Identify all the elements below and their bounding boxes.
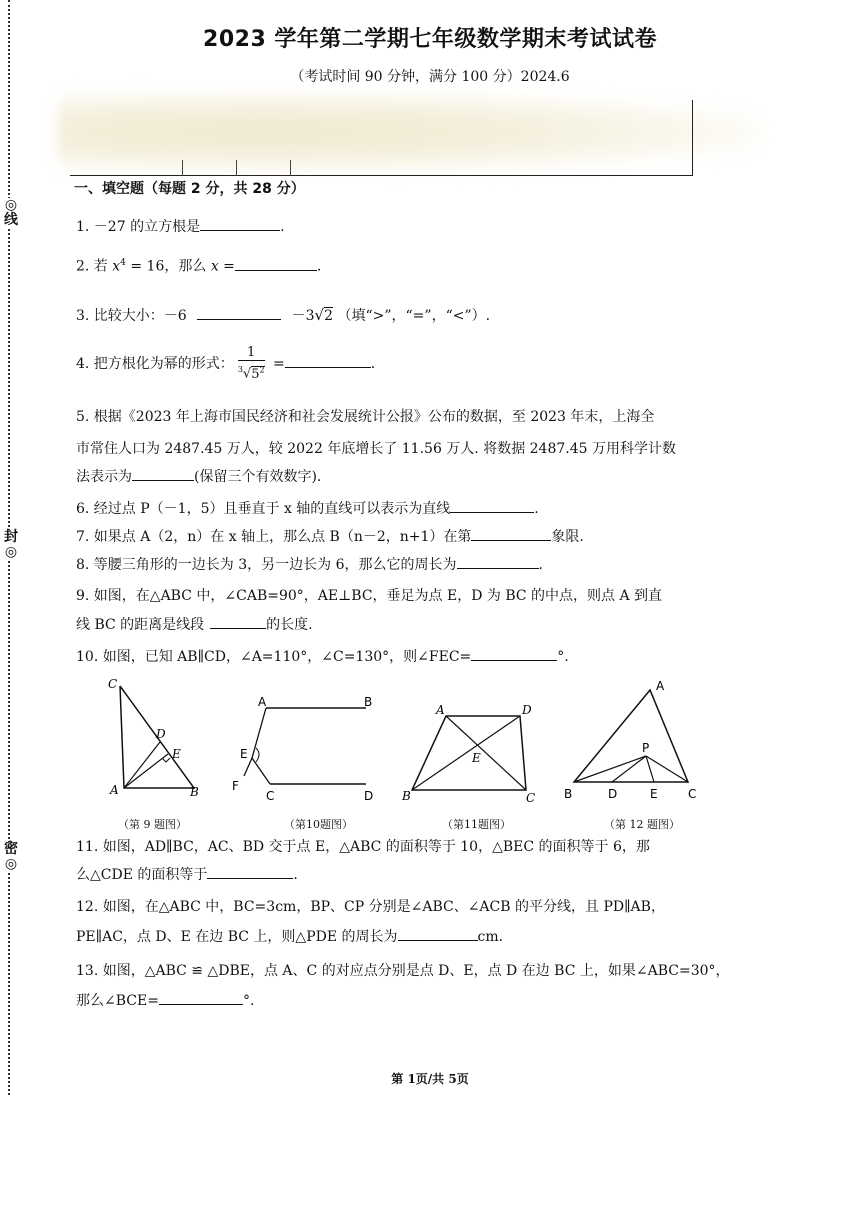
question-6: 6. 经过点 P（－1，5）且垂直于 x 轴的直线可以表示为直线 .	[76, 496, 539, 522]
vertex-label: A	[110, 783, 119, 797]
redacted-info-area	[58, 92, 758, 172]
fraction: $\frac{1}{^3√5^2}$	[237, 345, 265, 382]
vertex-label: F	[232, 779, 239, 793]
vertex-label: D	[364, 789, 374, 803]
answer-blank[interactable]	[285, 353, 371, 368]
question-12-line-1: 12. 如图，在△ABC 中，BC=3cm，BP、CP 分别是∠ABC、∠ACB 的平分线，且 PD∥AB，	[76, 899, 665, 915]
vertex-label: E	[240, 747, 248, 761]
figure-10-caption: （第10题图）	[284, 818, 353, 831]
answer-blank[interactable]	[132, 466, 194, 481]
vertex-label: C	[266, 789, 275, 803]
answer-blank[interactable]	[457, 554, 539, 569]
vertex-label: D	[156, 727, 166, 741]
question-9-line-1: 9. 如图，在△ABC 中，∠CAB=90°，AE⊥BC，垂足为点 E，D 为 BC 的中点，则点 A 到直	[76, 588, 663, 604]
answer-blank[interactable]	[210, 614, 266, 629]
vertex-label: P	[642, 741, 650, 755]
vertex-label: C	[526, 791, 536, 805]
vertex-label: E	[650, 787, 658, 801]
vertex-label: A	[258, 695, 267, 709]
info-box-divider	[290, 160, 291, 176]
info-box-divider	[182, 160, 183, 176]
section-heading: 一、填空题（每题 2 分，共 28 分）	[74, 181, 305, 197]
page-number: 第 1页/共 5页	[391, 1072, 469, 1086]
info-box-divider	[236, 160, 237, 176]
figure-9	[106, 676, 206, 806]
figure-12-caption: （第 12 题图）	[604, 818, 680, 831]
info-box-bottom-line	[70, 175, 692, 176]
figure-12	[560, 676, 710, 806]
question-3: 3. 比较大小：－6 －3√2 （填“>”，“=”，“<”）.	[76, 306, 491, 324]
question-9-line-2: 线 BC 的距离是线段 的长度.	[76, 612, 313, 638]
info-box-border	[692, 100, 693, 176]
margin-label-line: ◎线	[1, 198, 21, 228]
question-1: 1. －27 的立方根是 .	[76, 214, 285, 240]
answer-blank[interactable]	[471, 526, 551, 541]
margin-label-secret: 密◎	[1, 842, 21, 872]
question-8: 8. 等腰三角形的一边长为 3，另一边长为 6，那么它的周长为 .	[76, 552, 543, 578]
answer-blank[interactable]	[235, 256, 317, 271]
vertex-label: B	[564, 787, 573, 801]
vertex-label: E	[472, 751, 481, 765]
vertex-label: B	[190, 785, 199, 799]
question-5-line-3: 法表示为 (保留三个有效数字).	[76, 464, 321, 490]
question-5-line-2: 市常住人口为 2487.45 万人，较 2022 年底增长了 11.56 万人. 将数据 2487.45 万用科学计数	[76, 441, 676, 457]
page-title: 2023 学年第二学期七年级数学期末考试试卷	[203, 27, 657, 52]
question-4: 4. 把方根化为幂的形式： $\frac{1}{^3√5^2}$ = .	[76, 345, 376, 382]
vertex-label: B	[364, 695, 373, 709]
question-2: 2. 若 $x^4 = 16$，那么 x = .	[76, 250, 321, 280]
figure-9-caption: （第 9 题图）	[118, 818, 187, 831]
figure-10	[226, 690, 386, 810]
question-13-line-2: 那么∠BCE= °.	[76, 988, 254, 1014]
margin-label-seal: 封◎	[1, 530, 21, 560]
vertex-label: D	[522, 703, 532, 717]
answer-blank[interactable]	[207, 864, 293, 879]
vertex-label: C	[108, 677, 118, 691]
answer-blank[interactable]	[200, 216, 280, 231]
question-11-line-1: 11. 如图，AD∥BC，AC、BD 交于点 E，△ABC 的面积等于 10，△BEC 的面积等于 6，那	[76, 839, 650, 855]
figure-11-caption: （第11题图）	[442, 818, 511, 831]
figure-11	[396, 700, 546, 810]
question-13-line-1: 13. 如图，△ABC ≌ △DBE，点 A、C 的对应点分别是点 D、E，点 D 在边 BC 上，如果∠ABC=30°，	[76, 963, 730, 979]
question-12-line-2: PE∥AC，点 D、E 在边 BC 上，则△PDE 的周长为 cm.	[76, 924, 503, 950]
vertex-label: A	[436, 703, 445, 717]
vertex-label: C	[688, 787, 697, 801]
question-11-line-2: 么△CDE 的面积等于 .	[76, 862, 298, 888]
question-7: 7. 如果点 A（2，n）在 x 轴上，那么点 B（n－2，n+1）在第 象限.	[76, 524, 584, 550]
answer-blank[interactable]	[471, 646, 557, 661]
question-5-line-1: 5. 根据《2023 年上海市国民经济和社会发展统计公报》公布的数据，至 2023 年末，上海全	[76, 409, 655, 425]
vertex-label: A	[656, 679, 665, 693]
vertex-label: D	[608, 787, 618, 801]
answer-blank[interactable]	[197, 305, 281, 320]
answer-blank[interactable]	[450, 498, 534, 513]
question-10: 10. 如图，已知 AB∥CD，∠A=110°，∠C=130°，则∠FEC= °.	[76, 644, 569, 670]
vertex-label: B	[402, 789, 411, 803]
answer-blank[interactable]	[398, 926, 478, 941]
exam-subtitle: （考试时间 90 分钟，满分 100 分）2024.6	[290, 69, 570, 85]
answer-blank[interactable]	[159, 990, 243, 1005]
vertex-label: E	[172, 747, 181, 761]
